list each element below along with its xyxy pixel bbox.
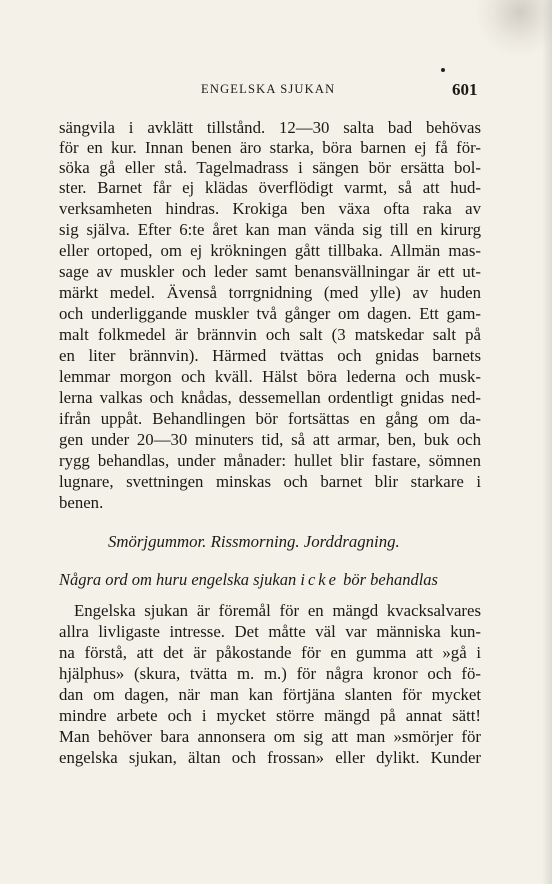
subheading-spaced-word: icke [300,570,339,589]
text-line: märkt medel. Ävenså torrgnidning (med ylle) av huden [59,283,481,302]
text-line: rygg behandlas, under månader: hullet blir fastare, sömnen [59,451,481,470]
text-line: allra livligaste intresse. Det måtte väl var människa kun- [59,622,481,641]
text-line: lerna valkas och knådas, dessemellan ordentligt gnidas ned- [59,388,481,407]
text-line: sig själva. Efter 6:te året kan man vända sig till en kirurg [59,220,481,239]
running-title: ENGELSKA SJUKAN [201,82,336,96]
page-edge-shadow [542,0,552,884]
ink-dot [441,68,445,72]
text-line: sage av muskler och leder samt benansvällningar är ett ut- [59,262,481,281]
text-line: na förstå, att det är påkostande för en gumma att »gå i [59,643,481,662]
text-line: ster. Barnet får ej klädas överflödigt varmt, så att hud- [59,178,481,197]
text-line: lemmar morgon och kväll. Hälst böra lederna och musk- [59,367,481,386]
text-line: lugnare, svettningen minskas och barnet blir starkare i [59,472,481,491]
text-line: Engelska sjukan är föremål för en mängd kvacksalvares [74,601,481,620]
subheading-text: Några ord om huru engelska sjukan [59,570,301,589]
section-heading: Smörjgummor. Rissmorning. Jorddragning. [108,532,400,551]
text-line: benen. [59,493,104,512]
text-line: sängvila i avklätt tillstånd. 12—30 salta bad behövas [59,118,481,137]
text-line: för en kur. Innan benen äro starka, böra barnen ej få för- [59,138,481,157]
text-line: Man behöver bara annonsera om sig att man »smörjer för [59,727,481,746]
text-line: en liter brännvin). Härmed tvättas och gnidas barnets [59,346,481,365]
page-number: 601 [452,80,478,99]
text-line: mindre arbete och i mycket större mängd på annat sätt! [59,706,481,725]
subheading-text-end: bör behandlas [338,570,438,589]
text-line: eller ortoped, om ej krökningen gått tillbaka. Allmän mas- [59,241,481,260]
text-line: engelska sjukan, ältan och frossan» eller dylikt. Kunder [59,748,481,767]
text-line: verksamheten hindras. Krokiga ben växa ofta raka av [59,199,481,218]
text-line: hjälphus» (skura, tvätta m. m.) för några kronor och fö- [59,664,481,683]
text-line: gen under 20—30 minuters tid, så att armar, ben, buk och [59,430,481,449]
subheading [59,570,481,590]
text-line: malt folkmedel är brännvin och salt (3 matskedar salt på [59,325,481,344]
text-line: ifrån uppåt. Behandlingen bör fortsättas en gång om da- [59,409,481,428]
text-line: och underliggande muskler två gånger om dagen. Ett gam- [59,304,481,323]
text-line: söka gå eller stå. Tagelmadrass i sängen bör ersätta bol- [59,158,481,177]
text-line: dan om dagen, när man kan förtjäna slanten för mycket [59,685,481,704]
